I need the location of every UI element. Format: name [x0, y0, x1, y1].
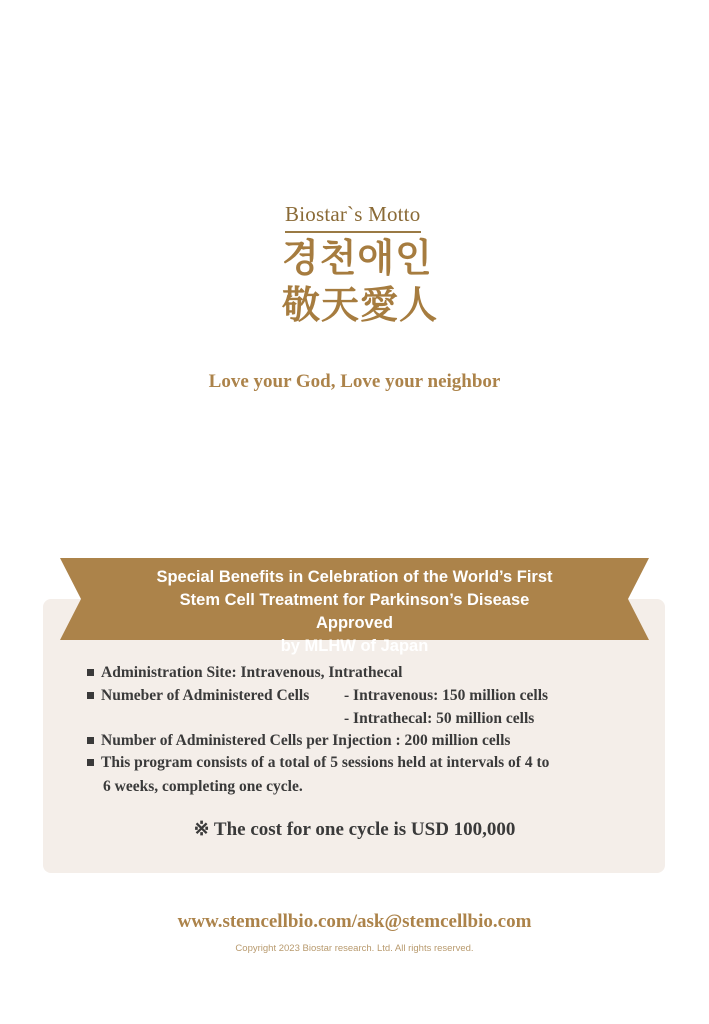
website-contact-link[interactable]: www.stemcellbio.com/ask@stemcellbio.com — [177, 911, 532, 932]
banner-line-3: by MLHW of Japan — [280, 637, 429, 655]
motto-title: Biostar`s Motto — [285, 202, 421, 226]
list-item — [87, 687, 309, 705]
motto-korean: 경천애인 — [282, 235, 433, 280]
list-item — [87, 664, 402, 682]
program-line-1: This program consists of a total of 5 sessions held at intervals of 4 to — [101, 754, 550, 771]
benefits-banner — [60, 558, 649, 655]
square-bullet-icon — [87, 692, 94, 699]
list-item — [87, 732, 510, 750]
square-bullet-icon — [87, 669, 94, 676]
cells-it-text: - Intrathecal: 50 million cells — [344, 710, 535, 727]
list-item — [87, 754, 549, 772]
banner-line-2: Stem Cell Treatment for Parkinson’s Disease Approved — [179, 591, 530, 632]
per-injection-text: Number of Administered Cells per Injection : 200 million cells — [101, 732, 511, 749]
admin-site-text: Administration Site: Intravenous, Intrathecal — [101, 664, 403, 681]
cost-statement: ※ The cost for one cycle is USD 100,000 — [193, 819, 516, 840]
program-line-2: 6 weeks, completing one cycle. — [103, 778, 303, 795]
cells-label-text: Numeber of Administered Cells — [101, 687, 310, 704]
banner-line-1: Special Benefits in Celebration of the World’s First — [156, 568, 553, 586]
motto-hanja: 敬天愛人 — [282, 282, 439, 327]
square-bullet-icon — [87, 759, 94, 766]
motto-rule — [285, 231, 421, 233]
copyright-text: Copyright 2023 Biostar research. Ltd. All rights reserved. — [235, 943, 474, 954]
square-bullet-icon — [87, 737, 94, 744]
cells-iv-text: - Intravenous: 150 million cells — [344, 687, 549, 704]
tagline: Love your God, Love your neighbor — [208, 371, 501, 392]
